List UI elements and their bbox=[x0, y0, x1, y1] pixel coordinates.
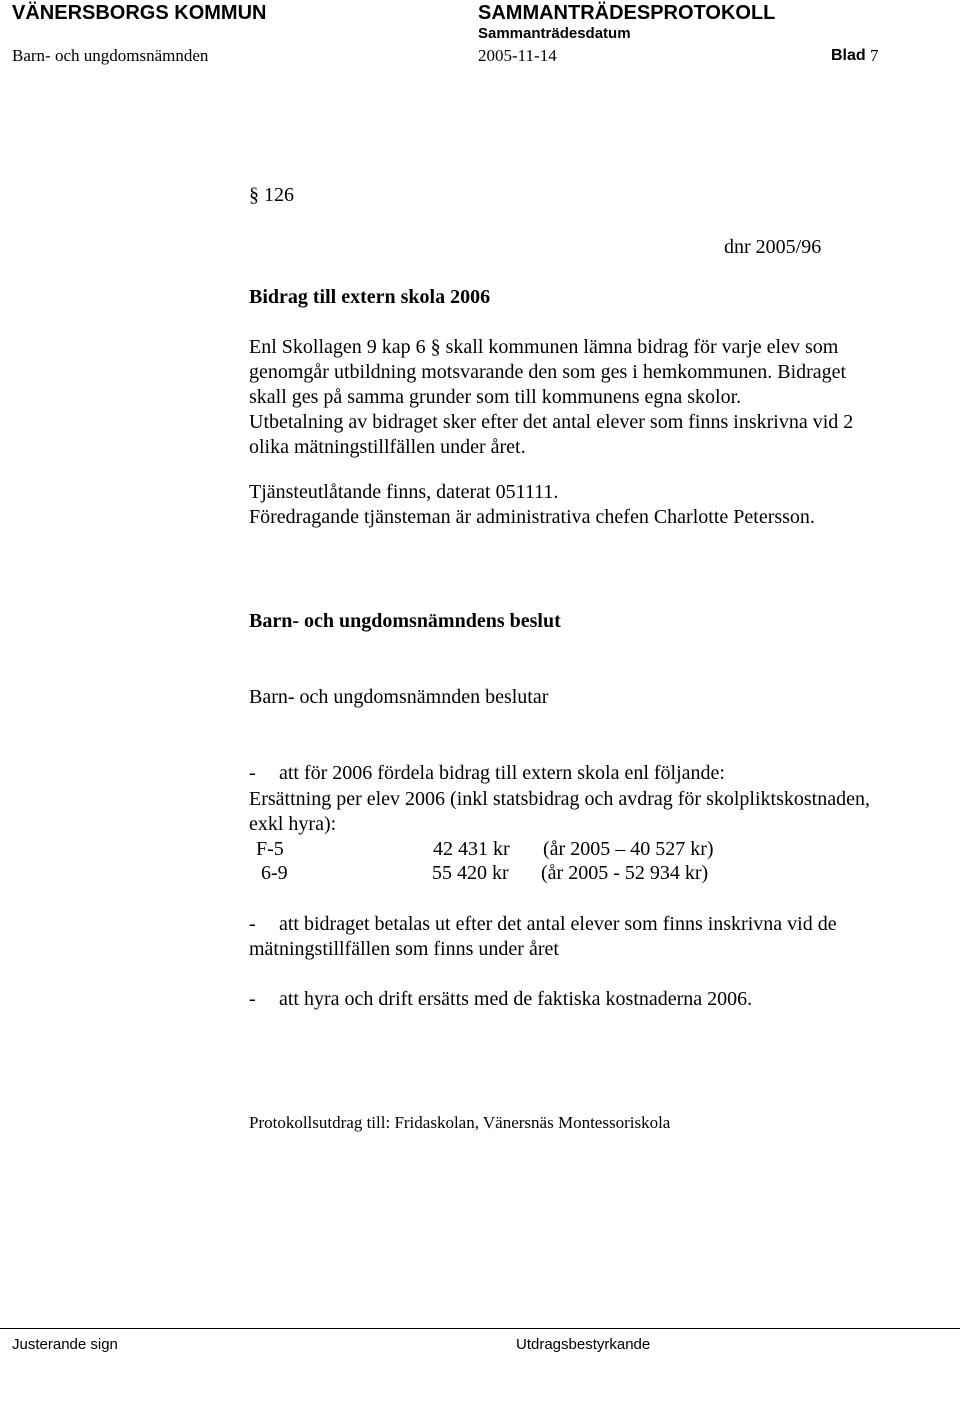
meeting-date-label: Sammanträdesdatum bbox=[478, 25, 631, 42]
distribution-list: Protokollsutdrag till: Fridaskolan, Vänersnäs Montessoriskola bbox=[249, 1113, 671, 1132]
rate-category: F-5 bbox=[256, 838, 284, 860]
committee-name: Barn- och ungdomsnämnden bbox=[12, 46, 209, 65]
decision-clause: att bidraget betalas ut efter det antal elever som finns inskrivna vid de bbox=[279, 913, 837, 935]
decision-intro: Barn- och ungdomsnämnden beslutar bbox=[249, 686, 549, 708]
list-bullet: - bbox=[249, 988, 256, 1010]
list-bullet: - bbox=[249, 913, 256, 935]
decision-clause-continuation: mätningstillfällen som finns under året bbox=[249, 938, 559, 960]
footer-divider bbox=[0, 1328, 960, 1329]
compensation-description: Ersättning per elev 2006 (inkl statsbidrag och avdrag för skolpliktskostnaden, exkl hyra): bbox=[249, 788, 870, 835]
case-number: dnr 2005/96 bbox=[724, 236, 822, 258]
organization-name: VÄNERSBORGS KOMMUN bbox=[12, 2, 267, 24]
case-title: Bidrag till extern skola 2006 bbox=[249, 286, 491, 308]
decision-clause: att hyra och drift ersätts med de faktiska kostnaderna 2006. bbox=[279, 988, 753, 1010]
meeting-date: 2005-11-14 bbox=[478, 46, 557, 65]
rate-amount: 55 420 kr bbox=[432, 862, 509, 884]
page-label: Blad bbox=[831, 47, 866, 64]
document-type: SAMMANTRÄDESPROTOKOLL bbox=[478, 2, 776, 24]
footer-certification-label: Utdragsbestyrkande bbox=[516, 1336, 651, 1353]
page-number: 7 bbox=[870, 46, 879, 65]
rate-category: 6-9 bbox=[261, 862, 288, 884]
rate-amount: 42 431 kr bbox=[433, 838, 510, 860]
decision-heading: Barn- och ungdomsnämndens beslut bbox=[249, 610, 561, 632]
section-number: § 126 bbox=[249, 184, 294, 206]
list-bullet: - bbox=[249, 762, 256, 784]
body-paragraph: Tjänsteutlåtande finns, daterat 051111. Föredragande tjänsteman är administrativa chefen Charlotte Petersson. bbox=[249, 481, 815, 528]
decision-clause: att för 2006 fördela bidrag till extern skola enl följande: bbox=[279, 762, 725, 784]
rate-previous-year: (år 2005 - 52 934 kr) bbox=[541, 862, 709, 884]
footer-signature-label: Justerande sign bbox=[12, 1336, 118, 1353]
body-paragraph: Enl Skollagen 9 kap 6 § skall kommunen lämna bidrag för varje elev som genomgår utbildning motsvarande den som ges i hemkommunen. Bidraget skall ges på samma grunder som till kommunens egna skolor. Utbetalning av bidraget sker efter det antal elever som finns inskrivna vid 2 olika mätningstillfällen under året. bbox=[249, 336, 854, 458]
rate-previous-year: (år 2005 – 40 527 kr) bbox=[543, 838, 714, 860]
